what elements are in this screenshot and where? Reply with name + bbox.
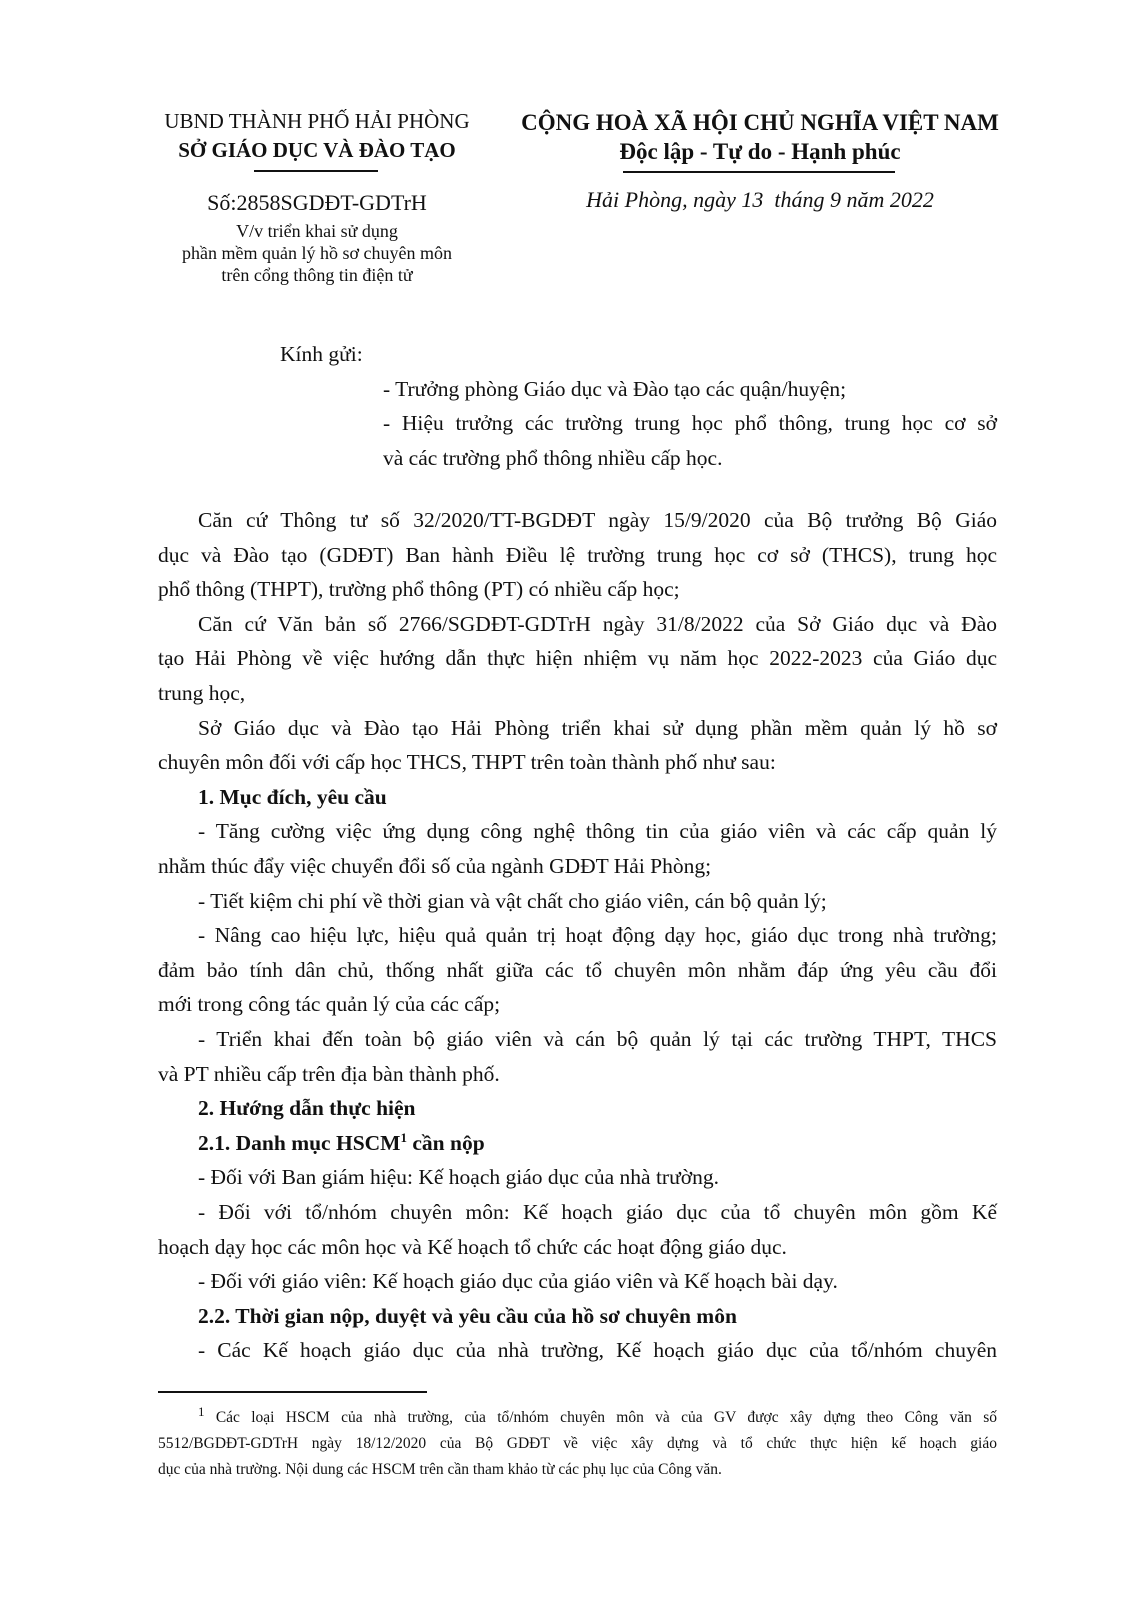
paragraph-line (198, 715, 997, 741)
paragraph-line (158, 957, 997, 983)
line-text: Căn cứ Thông tư số 32/2020/TT-BGDĐT ngày 15/9/2020 của Bộ trưởng Bộ Giáo (198, 508, 997, 532)
paragraph-line (158, 645, 997, 671)
line-text: Sở Giáo dục và Đào tạo Hải Phòng triển khai sử dụng phần mềm quản lý hồ sơ (198, 715, 997, 740)
paragraph-line (158, 1234, 997, 1260)
paragraph-line (158, 542, 997, 568)
line-text: Căn cứ Văn bản số 2766/SGDĐT-GDTrH ngày 31/8/2022 của Sở Giáo dục và Đào (198, 611, 997, 636)
line-text: - Đối với tổ/nhóm chuyên môn: Kế hoạch giáo dục của tổ chuyên môn gồm Kế (198, 1200, 997, 1224)
heading-suffix: cần nộp (406, 1130, 485, 1155)
line-text: 2.1. Danh mục HSCM (198, 1130, 401, 1155)
line-text: - Tăng cường việc ứng dụng công nghệ thông tin của giáo viên và các cấp quản lý (198, 819, 997, 844)
line-text: 2. Hướng dẫn thực hiện (198, 1096, 416, 1121)
line-text: trung học, (158, 681, 246, 705)
recipient-line: - Hiệu trưởng các trường trung học phổ thông, trung học cơ sở (383, 411, 997, 435)
line-text: tạo Hải Phòng về việc hướng dẫn thực hiện nhiệm vụ năm học 2022-2023 của Giáo dục (158, 646, 997, 671)
paragraph-line (198, 507, 997, 533)
paragraph-line (158, 749, 997, 775)
subject-line: V/v triển khai sử dụng (236, 221, 398, 241)
paragraph-line (198, 1026, 997, 1052)
section-heading (198, 1095, 997, 1121)
paragraph-line (198, 1268, 997, 1294)
recipients-label: Kính gửi: (280, 342, 363, 366)
paragraph-line (158, 680, 997, 706)
footnote-text: 5512/BGDĐT-GDTrH ngày 18/12/2020 của Bộ GDĐT về việc xây dựng và tổ chức thực hiện kế hoạch giáo (158, 1435, 997, 1452)
footnote-mark: 1 (198, 1403, 205, 1419)
footnote-line (198, 1403, 997, 1428)
line-text: hoạch dạy học các môn học và Kế hoạch tổ chức các hoạt động giáo dục. (158, 1234, 787, 1259)
subject-line: phần mềm quản lý hồ sơ chuyên môn (182, 243, 452, 263)
line-text: mới trong công tác quản lý của các cấp; (158, 992, 501, 1017)
place-date: Hải Phòng, ngày 13 tháng 9 năm 2022 (586, 187, 934, 212)
footnote-separator (158, 1391, 427, 1393)
paragraph-line (198, 922, 997, 948)
paragraph-line (198, 1199, 997, 1225)
paragraph-line (158, 576, 997, 602)
line-text: dục và Đào tạo (GDĐT) Ban hành Điều lệ trường trung học cơ sở (THCS), trung học (158, 542, 997, 567)
line-text: - Đối với giáo viên: Kế hoạch giáo dục của giáo viên và Kế hoạch bài dạy. (198, 1269, 838, 1294)
motto-underline (623, 171, 895, 173)
line-text: 1. Mục đích, yêu cầu (198, 784, 387, 809)
document-number: Số:2858SGDĐT-GDTrH (207, 190, 427, 215)
issuing-authority: UBND THÀNH PHỐ HẢI PHÒNG (164, 109, 470, 133)
line-text: 2.2. Thời gian nộp, duyệt và yêu cầu của hồ sơ chuyên môn (198, 1303, 737, 1328)
footnote-line (158, 1434, 997, 1454)
line-text: đảm bảo tính dân chủ, thống nhất giữa các tổ chuyên môn nhằm đáp ứng yêu cầu đổi (158, 957, 997, 982)
paragraph-line (158, 853, 997, 879)
paragraph-line (158, 1061, 997, 1087)
section-heading (198, 1303, 997, 1329)
paragraph-line (158, 991, 997, 1017)
paragraph-line (198, 1164, 997, 1190)
line-text: nhằm thúc đẩy việc chuyển đổi số của ngành GDĐT Hải Phòng; (158, 854, 712, 878)
section-heading (198, 1130, 997, 1156)
line-text: và PT nhiều cấp trên địa bàn thành phố. (158, 1061, 500, 1086)
line-text: - Đối với Ban giám hiệu: Kế hoạch giáo dục của nhà trường. (198, 1165, 719, 1190)
footnote-reference[interactable]: 1 (400, 1129, 407, 1145)
national-motto: Độc lập - Tự do - Hạnh phúc (619, 139, 901, 164)
department-underline (254, 170, 378, 172)
issuing-department: SỞ GIÁO DỤC VÀ ĐÀO TẠO (178, 138, 456, 162)
line-text: - Tiết kiệm chi phí về thời gian và vật chất cho giáo viên, cán bộ quản lý; (198, 888, 827, 913)
line-text: - Các Kế hoạch giáo dục của nhà trường, Kế hoạch giáo dục của tổ/nhóm chuyên (198, 1338, 997, 1363)
national-title: CỘNG HOÀ XÃ HỘI CHỦ NGHĨA VIỆT NAM (521, 110, 999, 135)
recipient-line: và các trường phổ thông nhiều cấp học. (383, 446, 723, 470)
paragraph-line (198, 1337, 997, 1363)
section-heading (198, 784, 997, 810)
line-text: - Triển khai đến toàn bộ giáo viên và cán bộ quản lý tại các trường THPT, THCS (198, 1027, 997, 1051)
line-text: - Nâng cao hiệu lực, hiệu quả quản trị hoạt động dạy học, giáo dục trong nhà trường; (198, 923, 997, 948)
paragraph-line (198, 611, 997, 637)
footnote-text: dục của nhà trường. Nội dung các HSCM trên cần tham khảo từ các phụ lục của Công văn. (158, 1461, 722, 1478)
line-text: phổ thông (THPT), trường phổ thông (PT) có nhiều cấp học; (158, 577, 680, 602)
subject-line: trên cổng thông tin điện tử (221, 265, 413, 285)
paragraph-line (198, 818, 997, 844)
recipient-line: - Trưởng phòng Giáo dục và Đào tạo các quận/huyện; (383, 377, 847, 401)
footnote-text: Các loại HSCM của nhà trường, của tổ/nhóm chuyên môn và của GV được xây dựng theo Công văn số (204, 1409, 997, 1426)
line-text: chuyên môn đối với cấp học THCS, THPT trên toàn thành phố như sau: (158, 750, 776, 775)
footnote-line (158, 1460, 997, 1480)
paragraph-line (198, 888, 997, 914)
